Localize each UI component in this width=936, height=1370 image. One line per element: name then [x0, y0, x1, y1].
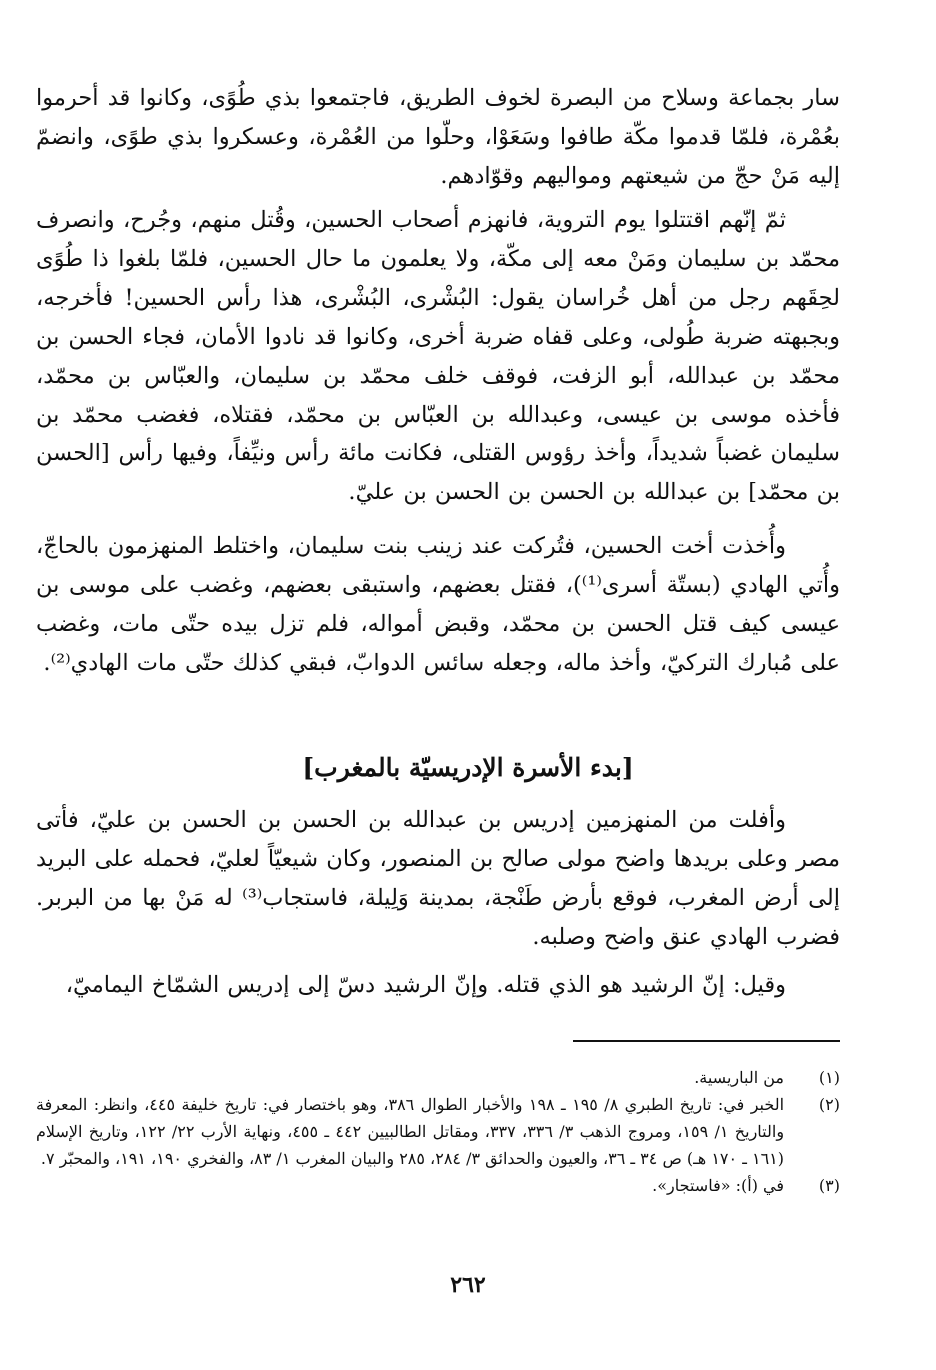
paragraph-3: [36, 527, 840, 683]
footnote-number: (١): [818, 1068, 840, 1087]
footnote-number: (٢): [818, 1095, 840, 1114]
footnote-number: (٣): [818, 1176, 840, 1195]
footnote-3: [36, 1172, 840, 1199]
paragraph-5: [36, 966, 840, 1005]
paragraph-2: [36, 201, 840, 512]
paragraph-text: وأُخذت أخت الحسين، فتُركت عند زينب بنت سليمان، واختلط المنهزمون بالحاجّ، وأُتي الهادي (بستّة أسرى⁽¹⁾)، فقتل بعضهم، واستبقى بعضهم، وغضب على موسى بن عيسى كيف قتل الحسن بن محمّد، وقبض أمواله، فلم تزل بيده حتّى مات، وغضب على مُبارك التركيّ، وأخذ ماله، وجعله سائس الدوابّ، فبقي كذلك حتّى مات الهادي⁽²⁾.: [36, 533, 840, 676]
paragraph-1: [36, 79, 840, 196]
footnote-text: من الباريسية.: [694, 1068, 784, 1087]
footnote-text: الخبر في: تاريخ الطبري ٨/ ١٩٥ ـ ١٩٨ والأخبار الطوال ٣٨٦، وهو باختصار في: تاريخ خليفة ٤٤٥، وانظر: المعرفة والتاريخ ١/ ١٥٩، ومروج الذهب ٣/ ٣٣٦، ٣٣٧، ومقاتل الطالبيين ٤٤٢ ـ ٤٥٥، ونهاية الأرب ٢٢/ ١٢٢، وتاريخ الإسلام (١٦١ ـ ١٧٠ هـ) ص ٣٤ ـ ٣٦، والعيون والحدائق ٣/ ٢٨٤، ٢٨٥ والبيان المغرب ١/ ٨٣، والفخري ١٩٠، ١٩١، والمحبّر ٧.: [36, 1095, 785, 1168]
paragraph-4: [36, 801, 840, 957]
paragraph-text: سار بجماعة وسلاح من البصرة لخوف الطريق، فاجتمعوا بذي طُوًى، وكانوا قد أحرموا بعُمْرة، فلمّا قدموا مكّة طافوا وسَعَوْا، وحلّوا من العُمْرة، وعسكروا بذي طوًى، وانضمّ إليه مَنْ حجّ من شيعتهم ومواليهم وقوّادهم.: [36, 85, 840, 189]
paragraph-text: ثمّ إنّهم اقتتلوا يوم التروية، فانهزم أصحاب الحسين، وقُتل منهم، وجُرح، وانصرف محمّد بن سليمان ومَنْ معه إلى مكّة، ولا يعلمون ما حال الحسين، فلمّا بلغوا ذا طُوًى لحِقَهم رجل من أهل خُراسان يقول: البُشْرى، البُشْرى، هذا رأس الحسين! فأخرجه، وبجبهته ضربة طُولى، وعلى قفاه ضربة أخرى، وكانوا قد نادوا الأمان، فجاء الحسن بن محمّد بن عبدالله، أبو الزفت، فوقف خلف محمّد بن سليمان، والعبّاس بن محمّد، فأخذه موسى بن عيسى، وعبدالله بن العبّاس بن محمّد، فقتلاه، فغضب محمّد بن سليمان غضباً شديداً، وأخذ رؤوس القتلى، فكانت مائة رأس ونيِّفاً، وفيها رأس [الحسن بن محمّد] بن عبدالله بن الحسن بن الحسن بن عليّ.: [36, 207, 840, 506]
footnote-separator: [573, 1040, 840, 1042]
footnote-text: في (أ): «فاستجار».: [652, 1176, 784, 1195]
page-number: ٢٦٢: [450, 1272, 486, 1298]
footnote-1: [36, 1064, 840, 1091]
footnote-2: [36, 1091, 840, 1172]
paragraph-text: وأفلت من المنهزمين إدريس بن عبدالله بن الحسن بن الحسن بن عليّ، فأتى مصر وعلى بريدها واضح مولى صالح بن المنصور، وكان شيعيّاً لعليّ، فحمله على البريد إلى أرض المغرب، فوقع بأرض طَنْجة، بمدينة وَلِيلة، فاستجاب⁽³⁾ له مَنْ بها من البربر. فضرب الهادي عنق واضح وصلبه.: [36, 807, 840, 950]
section-heading: [بدء الأسرة الإدريسيّة بالمغرب]: [302, 753, 634, 782]
paragraph-text: وقيل: إنّ الرشيد هو الذي قتله. وإنّ الرشيد دسّ إلى إدريس الشمّاخ اليماميّ،: [65, 972, 786, 998]
footnotes: [36, 1064, 840, 1199]
